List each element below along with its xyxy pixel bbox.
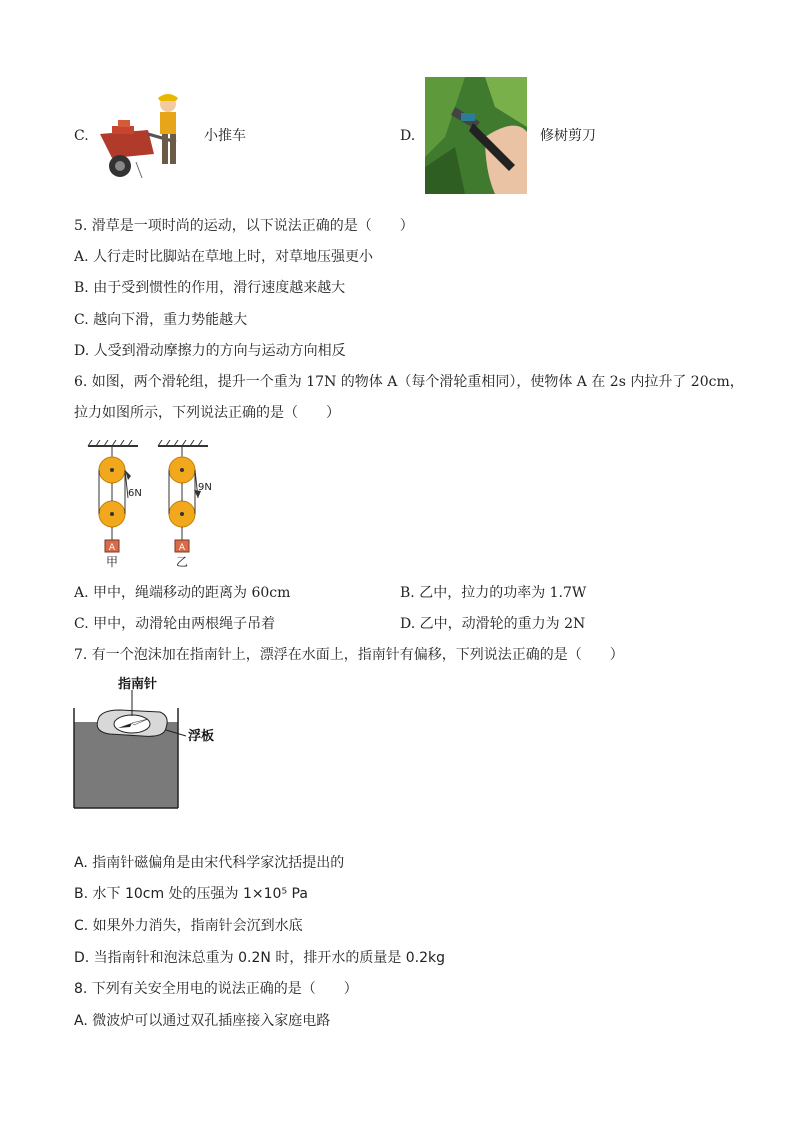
question-7-option-b: B. 水下 10cm 处的压强为 1×10⁵ Pa (74, 886, 308, 902)
pulley-diagram (84, 440, 224, 570)
question-5-option-a: A. 人行走时比脚站在草地上时，对草地压强更小 (74, 249, 374, 265)
left-block-label: A (108, 543, 116, 553)
float-label: 浮板 (188, 729, 215, 744)
question-5-option-c: C. 越向下滑，重力势能越大 (74, 312, 248, 328)
wheelbarrow-image (96, 92, 196, 184)
question-7-stem: 7. 有一个泡沫加在指南针上，漂浮在水面上，指南针有偏移，下列说法正确的是（ ） (74, 647, 624, 663)
question-6-option-c: C. 甲中，动滑轮由两根绳子吊着 (74, 616, 276, 632)
question-8-option-a: A. 微波炉可以通过双孔插座接入家庭电路 (74, 1013, 331, 1029)
pruning-shears-image (425, 77, 527, 194)
option-d-letter: D. (400, 128, 416, 144)
question-7-option-c: C. 如果外力消失，指南针会沉到水底 (74, 918, 303, 934)
question-8-stem: 8. 下列有关安全用电的说法正确的是（ ） (74, 981, 358, 997)
question-6-stem-line2: 拉力如图所示，下列说法正确的是（ ） (74, 405, 340, 421)
option-d-label: 修树剪刀 (540, 128, 596, 144)
right-block-label: A (178, 543, 186, 553)
compass-float-diagram (70, 672, 240, 812)
right-force-label: 9N (198, 482, 212, 493)
question-6-option-d: D. 乙中，动滑轮的重力为 2N (400, 616, 586, 632)
option-c-letter: C. (74, 128, 89, 144)
question-5-stem: 5. 滑草是一项时尚的运动，以下说法正确的是（ ） (74, 218, 414, 234)
question-7-option-a: A. 指南针磁偏角是由宋代科学家沈括提出的 (74, 855, 345, 871)
question-6-stem-line1: 6. 如图，两个滑轮组，提升一个重为 17N 的物体 A（每个滑轮重相同），使物体 A 在 2s 内拉升了 20cm， (74, 374, 744, 390)
question-7-option-d: D. 当指南针和泡沫总重为 0.2N 时，排开水的质量是 0.2kg (74, 950, 446, 966)
right-caption: 乙 (175, 555, 189, 569)
left-caption: 甲 (105, 555, 119, 569)
left-force-label: 6N (128, 488, 142, 499)
question-6-option-a: A. 甲中，绳端移动的距离为 60cm (74, 585, 291, 601)
option-c-label: 小推车 (204, 128, 246, 144)
question-5-option-b: B. 由于受到惯性的作用，滑行速度越来越大 (74, 280, 346, 296)
question-5-option-d: D. 人受到滑动摩擦力的方向与运动方向相反 (74, 343, 346, 359)
compass-label: 指南针 (118, 677, 158, 692)
question-6-option-b: B. 乙中，拉力的功率为 1.7W (400, 585, 587, 601)
